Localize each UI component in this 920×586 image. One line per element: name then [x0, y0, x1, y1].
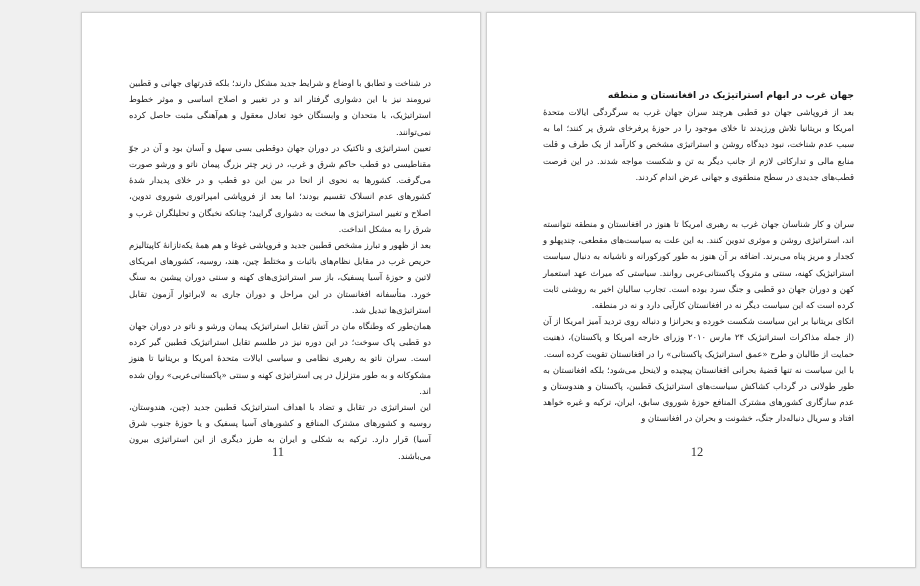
paragraph: بعد از ظهور و تبارز مشخص قطبین جدید و فروپاشی غوغا و هم همهٔ یکه‌تازانهٔ کاپیتالیزم حریص غرب در مقابل نظام‌های باثبات و مختلط چین، هند، روسیه، کشورهای امریکای لاتین و حوزهٔ آسیا پسفیک، باز سر استراتیژی‌های کهنه و سنتی دوران پیشین به سنگ خورد. متأسفانه افغانستان در این مراحل و دوران جاری به لابراتوار آزمون تقابل استراتیژی‌ها تبدیل شد.: [129, 240, 431, 315]
paragraph: بعد از فروپاشی جهان دو قطبی هرچند سران جهان غرب به سرگردگی ایالات متحدهٔ امریکا و بریتانیا تلاش ورزیدند تا خلای موجود را در حوزهٔ پرفرخای شرق پر کنند؛ اما به سبب عدم شناخت، نبود دیدگاه روشن و استراتیژی مشخص و کارآمد از یک طرف و قلت منابع مالی و تدارکاتی لازم از جانب دیگر به تن و شکست مواجه شدند. در این فرصت قطب‌های جدیدی در سطح منطقوی و جهانی عرض اندام کردند.: [543, 107, 854, 182]
right-page-text: [543, 88, 854, 427]
paragraph-gap: [543, 185, 854, 216]
page-number: 12: [690, 445, 704, 459]
page-number: 11: [271, 445, 285, 459]
left-page: [81, 12, 481, 568]
paragraph: با این سیاست نه تنها قضیهٔ بحرانی افغانستان پیچیده و لاینحل می‌شود؛ بلکه افغانستان به طور طولانی در گرداب کشاکش سیاست‌های استراتیژیک قطبین، پاکستان و هندوستان و عدم سازگاری کشورهای مشترک المنافع حوزهٔ شوروی سابق، ایران، ترکیه و غیره خواهد افتاد و سریال دنباله‌دار جنگ، خشونت و بحران در افغانستان و: [543, 364, 854, 424]
paragraph: تعیین استراتیژی و تاکتیک در دوران جهان دوقطبی بسی سهل و آسان بود و آن در جوّ مقناطیسی دو قطب حاکم شرق و غرب، در زیر چتر بزرگ پیمان ناتو و ورشو صورت می‌گرفت. کشورها به نحوی از انحا در بین این دو قطب و در خلای پدیدار شدهٔ کشورهای عدم انسلاک تقسیم بودند؛ اما بعد از فروپاشی امپراتوری شوروی تدوین، اصلاح و تغییر استراتیژی ها سخت به دشواری گرایید؛ چنانکه نخبگان و تحلیلگران غرب و شرق را به مشکل انداخت.: [129, 142, 431, 234]
paragraph: در شناخت و تطابق با اوضاع و شرایط جدید مشکل دارند؛ بلکه قدرتهای جهانی و قطبین نیرومند نیز با این دشواری گرفتار اند و در تغییر و اصلاح اساسی و موثر خطوط استراتیژیک، با متحدان و وابستگان خود تعادل معقول و هم‌آهنگی مثبت حاصل کرده نمی‌توانند.: [129, 78, 431, 137]
right-page: [486, 12, 916, 568]
section-heading: جهان غرب در ابهام استراتیژیک در افغانستان و منطقه: [607, 90, 854, 101]
paragraph: همان‌طور که وطنگاه مان در آتش تقابل استراتیژیک پیمان ورشو و ناتو در دوران جهان دو قطبی پاک سوخت؛ در این دوره نیز در طلسم تقابل استراتیژیک قطبین گیر کرده است. سران ناتو به رهبری نظامی و سیاسی ایالات متحدهٔ امریکا و بریتانیا تا هنوز مشکوکانه و به طور متزلزل در پی استراتیژی کهنه و سنتی «پاکستانی‌عربی» روان شده اند.: [129, 321, 431, 396]
left-page-text: [129, 75, 431, 464]
paragraph: اتکای بریتانیا بر این سیاست شکست خورده و بحرانزا و دنباله روی تردید آمیز امریکا از آن (از جمله مذاکرات استراتیژیک ۲۴ مارس ۲۰۱۰ وزرای خارجه امریکا و پاکستان)، ذهنیت حمایت از طالبان و طرح «عمق استراتیژیک پاکستانی» را در افغانستان تقویت کرده است.: [543, 316, 854, 359]
paragraph: سران و کار شناسان جهان غرب به رهبری امریکا تا هنوز در افغانستان و منطقه نتوانسته اند، استراتیژی روشن و موثری تدوین کنند. به این علت به سیاست‌های مقطعی، چندپهلو و کجدار و مریز پناه می‌برند. اضافه بر آن هنوز به طور کورکورانه و ناشیانه به دنبال سیاست استراتیژیک کهنه، سنتی و متروک پاکستانی‌عربی روانند. سیاستی که میراث عهد استعمار کهن و دوران جهان دو قطبی و جنگ سرد بوده است. تجارب سالیان اخیر به روشنی ثابت کرده است که این سیاست دیگر نه در افغانستان کارآیی دارد و نه در منطقه.: [543, 219, 854, 311]
paragraph: این استراتیژی در تقابل و تضاد با اهداف استراتیژیک قطبین جدید (چین، هندوستان، روسیه و کشورهای مشترک المنافع و کشورهای آسیا پسفیک و یا حوزهٔ جنوب شرق آسیا) قرار دارد. ترکیه به شکلی و ایران به طرز دیگری از این استراتیژی بیرون می‌باشند.: [129, 402, 431, 461]
